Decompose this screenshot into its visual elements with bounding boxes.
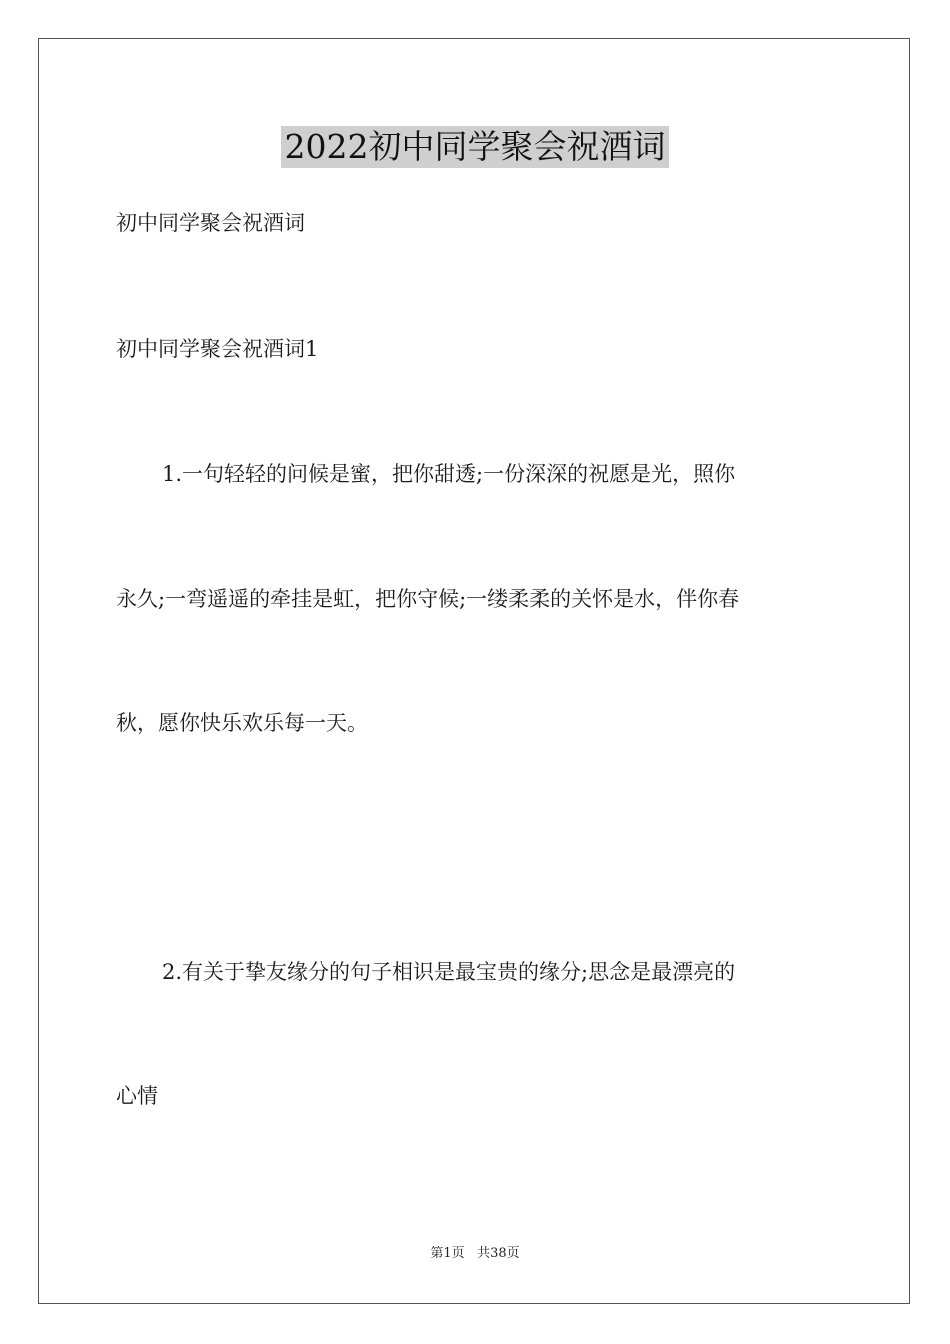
title-container bbox=[0, 126, 950, 168]
text-line-paragraph-1-end: 秋，愿你快乐欢乐每一天。 bbox=[116, 711, 368, 735]
text-line-paragraph-2-end: 心情 bbox=[116, 1084, 158, 1108]
page-total: 共38页 bbox=[477, 1246, 520, 1261]
document-title: 2022初中同学聚会祝酒词 bbox=[281, 126, 670, 168]
text-line-paragraph-1-start: 1.一句轻轻的问候是蜜，把你甜透;一份深深的祝愿是光，照你 bbox=[162, 462, 736, 486]
page-number: 第1页 bbox=[430, 1246, 465, 1261]
text-line-paragraph-1-middle: 永久;一弯遥遥的牵挂是虹，把你守候;一缕柔柔的关怀是水，伴你春 bbox=[116, 587, 740, 611]
page-footer bbox=[0, 1245, 950, 1263]
text-line-subtitle: 初中同学聚会祝酒词 bbox=[116, 211, 305, 235]
text-line-section-heading: 初中同学聚会祝酒词1 bbox=[116, 337, 319, 361]
text-line-paragraph-2-start: 2.有关于挚友缘分的句子相识是最宝贵的缘分;思念是最漂亮的 bbox=[162, 960, 736, 984]
